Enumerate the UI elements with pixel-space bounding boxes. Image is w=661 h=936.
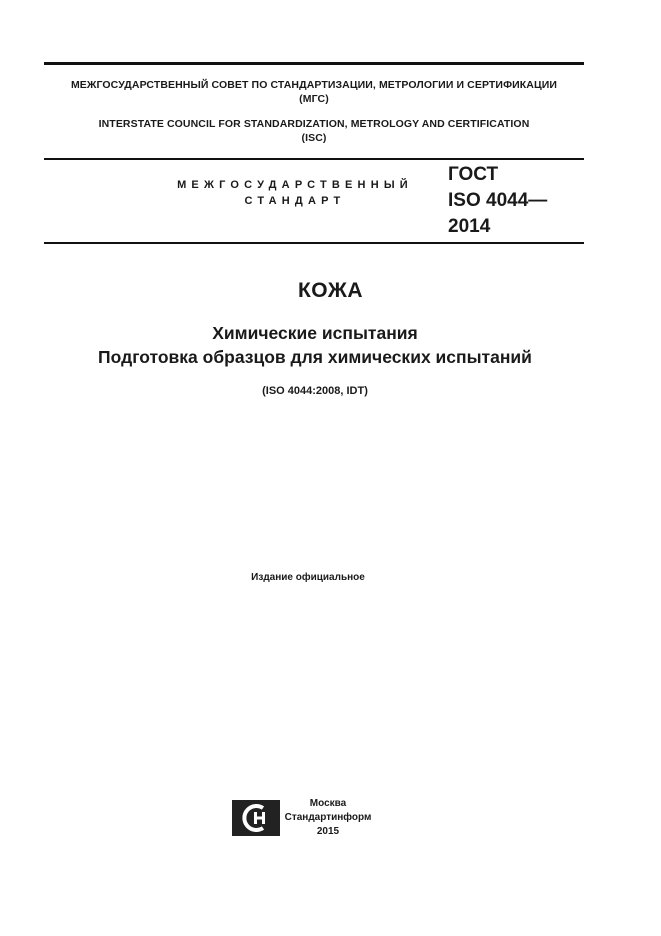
standard-type-line2: СТАНДАРТ [244,195,346,207]
standard-type-label [150,177,440,209]
gost-number [448,162,547,240]
document-title: КОЖА [297,279,364,302]
publisher-info [282,797,374,839]
middle-divider [44,158,584,160]
gost-number-line1: ГОСТ [448,164,499,185]
council-name-en [44,117,584,145]
standartinform-logo-icon [232,800,280,836]
gost-number-line2: ISO 4044— [448,190,548,211]
document-subtitle-line1: Химические испытания [212,323,418,343]
standard-type-line1: МЕЖГОСУДАРСТВЕННЫЙ [177,179,413,191]
publisher-name: Стандартинформ [284,812,372,823]
council-name-ru [44,78,584,106]
lower-divider [44,242,584,244]
gost-number-line3: 2014 [448,216,491,237]
document-subtitle [0,321,630,369]
document-subtitle-line2: Подготовка образцов для химических испытаний [98,347,532,367]
council-abbr-ru: (МГС) [299,93,329,105]
edition-note: Издание официальное [251,572,365,583]
publisher-year: 2015 [316,826,340,837]
top-divider [44,62,584,65]
iso-reference: (ISO 4044:2008, IDT) [262,385,368,397]
council-abbr-en: (ISC) [301,132,327,144]
publisher-city: Москва [309,798,347,809]
council-name-en-line1: INTERSTATE COUNCIL FOR STANDARDIZATION, METROLOGY AND CERTIFICATION [98,118,530,130]
council-name-ru-line1: МЕЖГОСУДАРСТВЕННЫЙ СОВЕТ ПО СТАНДАРТИЗАЦИИ, МЕТРОЛОГИИ И СЕРТИФИКАЦИИ [70,79,558,91]
